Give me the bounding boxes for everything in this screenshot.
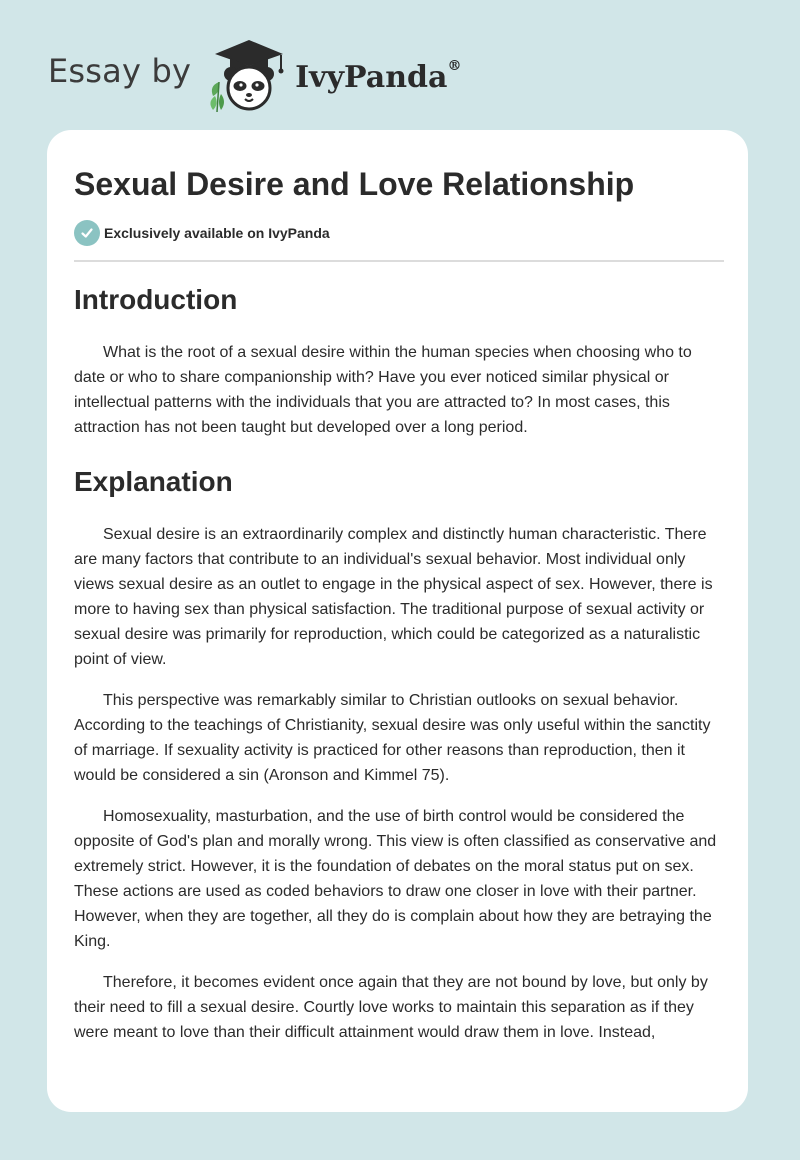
divider <box>74 260 724 262</box>
registered-mark: ® <box>447 57 462 74</box>
exclusive-label: Exclusively available on IvyPanda <box>104 225 330 241</box>
section-heading: Explanation <box>74 466 233 497</box>
paragraph: Sexual desire is an extraordinarily complex and distinctly human characteristic. There are many factors that contribute to an individual's sexual behavior. Most individual only views sexual desire as an outlet to engage in the physical aspect of sex. However, there is more to having sex than physical satisfaction. The traditional purpose of sexual activity or sexual desire was primarily for reproduction, which could be categorized as a naturalistic point of view. <box>74 526 713 668</box>
essay-by-label: Essay by <box>48 52 192 90</box>
essay-card <box>47 130 748 1112</box>
ivypanda-logo-icon[interactable] <box>205 34 293 114</box>
paragraph: What is the root of a sexual desire within the human species when choosing who to date or who to share companionship with? Have you ever noticed similar physical or intellectual patterns with the individuals that you are attracted to? In most cases, this attraction has not been taught but developed over a long period. <box>74 344 692 436</box>
section-explanation <box>74 464 722 1045</box>
page-title: Sexual Desire and Love Relationship <box>74 166 635 202</box>
paragraph: Therefore, it becomes evident once again that they are not bound by love, but only by their need to fill a sexual desire. Courtly love works to maintain this separation as if they were meant to love than their difficult attainment would draw them in love. Instead, <box>74 974 708 1041</box>
section-heading: Introduction <box>74 284 238 315</box>
section-introduction <box>74 282 722 440</box>
paragraph: This perspective was remarkably similar to Christian outlooks on sexual behavior. According to the teachings of Christianity, sexual desire was only useful within the sanctity of marriage. If sexuality activity is practiced for other reasons than reproduction, then it would be considered a sin (Aronson and Kimmel 75). <box>74 692 711 784</box>
site-header <box>48 34 461 114</box>
check-circle-icon <box>74 220 100 246</box>
brand-name[interactable]: IvyPanda® <box>295 57 462 95</box>
paragraph: Homosexuality, masturbation, and the use of birth control would be considered the opposite of God's plan and morally wrong. This view is often classified as conservative and extremely strict. However, it is the foundation of debates on the moral status put on sex. These actions are used as coded behaviors to draw one closer in love with their partner. However, when they are together, all they do is complain about how they are betraying the King. <box>74 808 717 950</box>
exclusive-badge <box>74 220 722 246</box>
